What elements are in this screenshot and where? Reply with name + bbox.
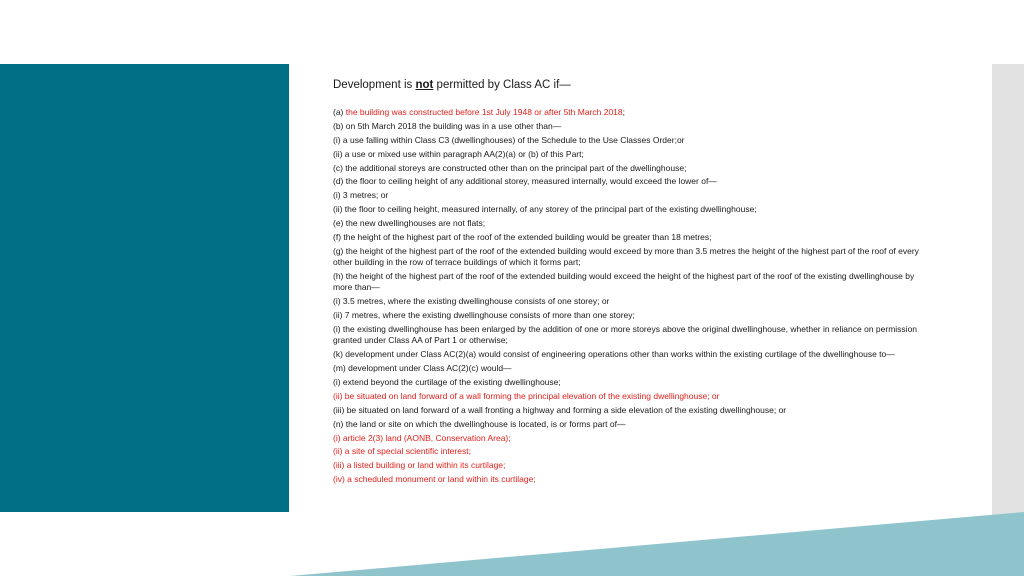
clause-text: (b) on 5th March 2018 the building was in a use other than— <box>333 120 562 131</box>
clause-text: (c) the additional storeys are constructed other than on the principal part of the dwellinghouse; <box>333 162 687 173</box>
clause-item <box>333 377 933 388</box>
teal-side-panel <box>0 64 289 512</box>
clause-text: (f) the height of the highest part of the roof of the extended building would be greater than 18 metres; <box>333 232 712 243</box>
clause-item <box>333 324 933 347</box>
clause-item <box>333 433 933 444</box>
clause-highlight: the building was constructed before 1st July 1948 or after 5th March 2018 <box>345 107 623 117</box>
clause-text: (k) development under Class AC(2)(a) would consist of engineering operations other than works within the existing curtilage of the dwellinghouse to— <box>333 349 895 360</box>
clause-text: (m) development under Class AC(2)(c) would— <box>333 363 512 374</box>
clause-item <box>333 363 933 374</box>
clause-text: (ii) a use or mixed use within paragraph AA(2)(a) or (b) of this Part; <box>333 148 584 159</box>
clause-trailing: ; <box>622 107 626 117</box>
clause-text: (ii) be situated on land forward of a wall forming the principal elevation of the existing dwellinghouse; or <box>333 390 720 401</box>
slide-heading <box>333 77 933 93</box>
clause-text: (i) article 2(3) land (AONB, Conservation Area); <box>333 432 511 443</box>
clause-item <box>333 135 933 146</box>
clause-text: (i) 3 metres; or <box>333 190 389 201</box>
clause-list <box>333 107 933 486</box>
clause-text: (ii) a site of special scientific interest; <box>333 446 471 457</box>
clause-item <box>333 310 933 321</box>
clause-text: (h) the height of the highest part of the roof of the extended building would exceed the height of the highest part of the roof of the existing dwellinghouse by more than— <box>333 271 915 293</box>
clause-item <box>333 121 933 132</box>
heading-prefix: Development is <box>333 79 416 91</box>
clause-text: (iii) a listed building or land within its curtilage; <box>333 460 506 471</box>
clause-text: (i) 3.5 metres, where the existing dwellinghouse consists of one storey; or <box>333 296 610 307</box>
clause-item <box>333 474 933 485</box>
clause-item <box>333 460 933 471</box>
heading-emphasis: not <box>415 79 434 91</box>
clause-item <box>333 218 933 229</box>
clause-text: (iv) a scheduled monument or land within its curtilage; <box>333 474 536 485</box>
clause-text: (ii) the floor to ceiling height, measured internally, of any storey of the principal part of the existing dwellinghouse; <box>333 204 757 215</box>
clause-text: (d) the floor to ceiling height of any additional storey, measured internally, would exceed the lower of— <box>333 176 717 187</box>
clause-item <box>333 391 933 402</box>
clause-item <box>333 107 933 118</box>
clause-item <box>333 204 933 215</box>
clause-text: (i) extend beyond the curtilage of the existing dwellinghouse; <box>333 377 561 388</box>
heading-suffix: permitted by Class AC if— <box>433 79 571 91</box>
clause-item <box>333 149 933 160</box>
clause-item <box>333 349 933 360</box>
clause-item <box>333 163 933 174</box>
clause-text: (g) the height of the highest part of the roof of the extended building would exceed by more than 3.5 metres the height of the highest part of the roof of every other building in the row of terrace buildings of which it forms part; <box>333 245 919 268</box>
clause-item <box>333 176 933 187</box>
clause-text: (e) the new dwellinghouses are not flats; <box>333 218 486 229</box>
slide-content <box>333 77 933 488</box>
clause-item <box>333 446 933 457</box>
clause-item <box>333 190 933 201</box>
clause-text: (i) the existing dwellinghouse has been enlarged by the addition of one or more storeys above the original dwellinghouse, whether in reliance on permission granted under Class AA of Part 1 or otherwise; <box>333 324 918 346</box>
clause-item <box>333 419 933 430</box>
grey-side-strip <box>992 64 1024 576</box>
clause-text: (iii) be situated on land forward of a wall fronting a highway and forming a side elevation of the existing dwellinghouse; or <box>333 404 787 415</box>
clause-text: (i) a use falling within Class C3 (dwellinghouses) of the Schedule to the Use Classes Order;or <box>333 134 685 145</box>
clause-text: (a) <box>333 107 346 117</box>
clause-item <box>333 271 933 294</box>
light-teal-wedge <box>290 512 1024 576</box>
clause-item <box>333 405 933 416</box>
clause-text: (n) the land or site on which the dwellinghouse is located, is or forms part of— <box>333 418 626 429</box>
clause-item <box>333 246 933 269</box>
clause-item <box>333 232 933 243</box>
clause-item <box>333 296 933 307</box>
clause-text: (ii) 7 metres, where the existing dwellinghouse consists of more than one storey; <box>333 310 635 321</box>
